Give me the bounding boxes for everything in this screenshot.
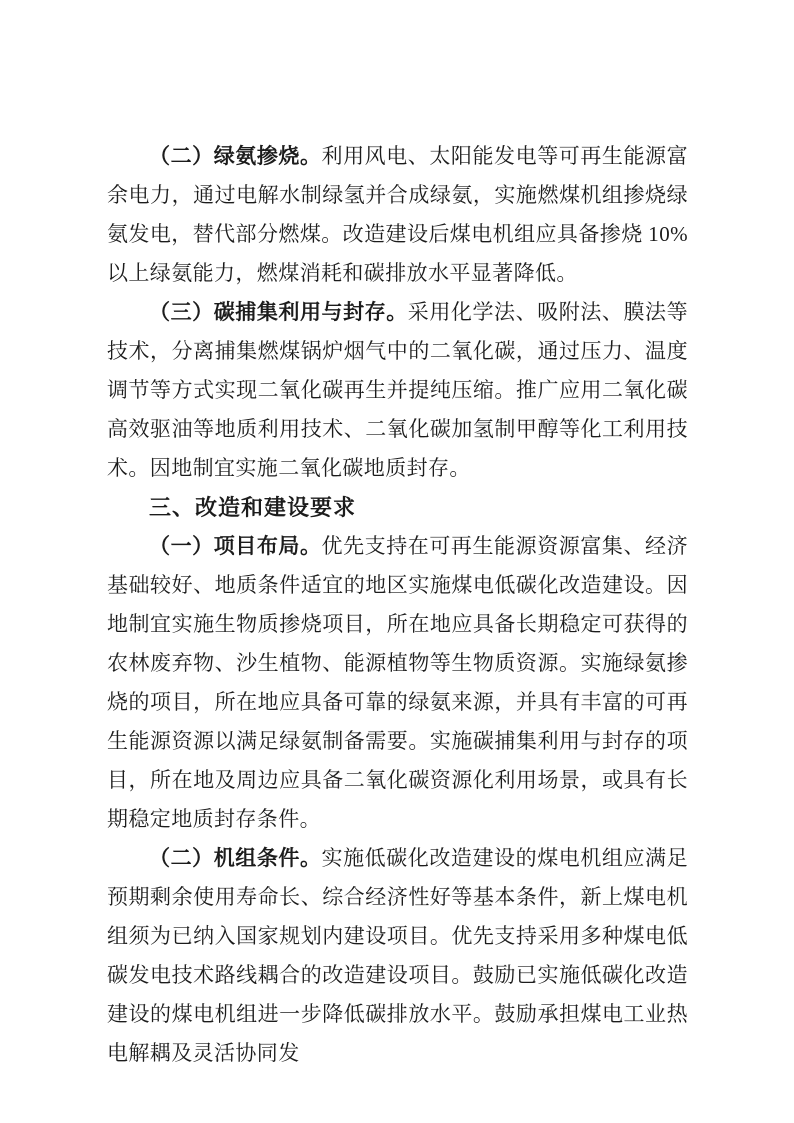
paragraph-body: 优先支持在可再生能源资源富集、经济基础较好、地质条件适宜的地区实施煤电低碳化改造建设。因地制宜实施生物质掺烧项目，所在地应具备长期稳定可获得的农林废弃物、沙生植物、能源植物等生物质资源。实施绿氨掺烧的项目，所在地应具备可靠的绿氨来源，并具有丰富的可再生能源资源以满足绿氨制备需要。实施碳捕集利用与封存的项目，所在地及周边应具备二氧化碳资源化利用场景，或具有长期稳定地质封存条件。 <box>107 534 688 831</box>
paragraph-lead: （一）项目布局。 <box>149 534 322 558</box>
paragraph-body: 实施低碳化改造建设的煤电机组应满足预期剩余使用寿命长、综合经济性好等基本条件，新上煤电机组须为已纳入国家规划内建设项目。优先支持采用多种煤电低碳发电技术路线耦合的改造建设项目。鼓励已实施低碳化改造建设的煤电机组进一步降低碳排放水平。鼓励承担煤电工业热电解耦及灵活协同发 <box>107 846 688 1065</box>
paragraph-lead: （三）碳捕集利用与封存。 <box>149 300 408 324</box>
paragraph-lead: （二）绿氨掺烧。 <box>149 144 322 168</box>
paragraph-lead: （二）机组条件。 <box>149 846 322 870</box>
paragraph-body: 采用化学法、吸附法、膜法等技术，分离捕集燃煤锅炉烟气中的二氧化碳，通过压力、温度调节等方式实现二氧化碳再生并提纯压缩。推广应用二氧化碳高效驱油等地质利用技术、二氧化碳加氢制甲醇等化工利用技术。因地制宜实施二氧化碳地质封存。 <box>107 300 688 480</box>
paragraph-project-layout <box>107 527 688 839</box>
paragraph-ccus <box>107 293 688 488</box>
paragraph-unit-conditions <box>107 839 688 1073</box>
section-heading: 三、改造和建设要求 <box>149 495 357 520</box>
paragraph-body: 利用风电、太阳能发电等可再生能源富余电力，通过电解水制绿氢并合成绿氨，实施燃煤机组掺烧绿氨发电，替代部分燃煤。改造建设后煤电机组应具备掺烧 10%以上绿氨能力，燃煤消耗和碳排放水平显著降低。 <box>107 144 688 285</box>
paragraph-green-ammonia <box>107 137 688 293</box>
